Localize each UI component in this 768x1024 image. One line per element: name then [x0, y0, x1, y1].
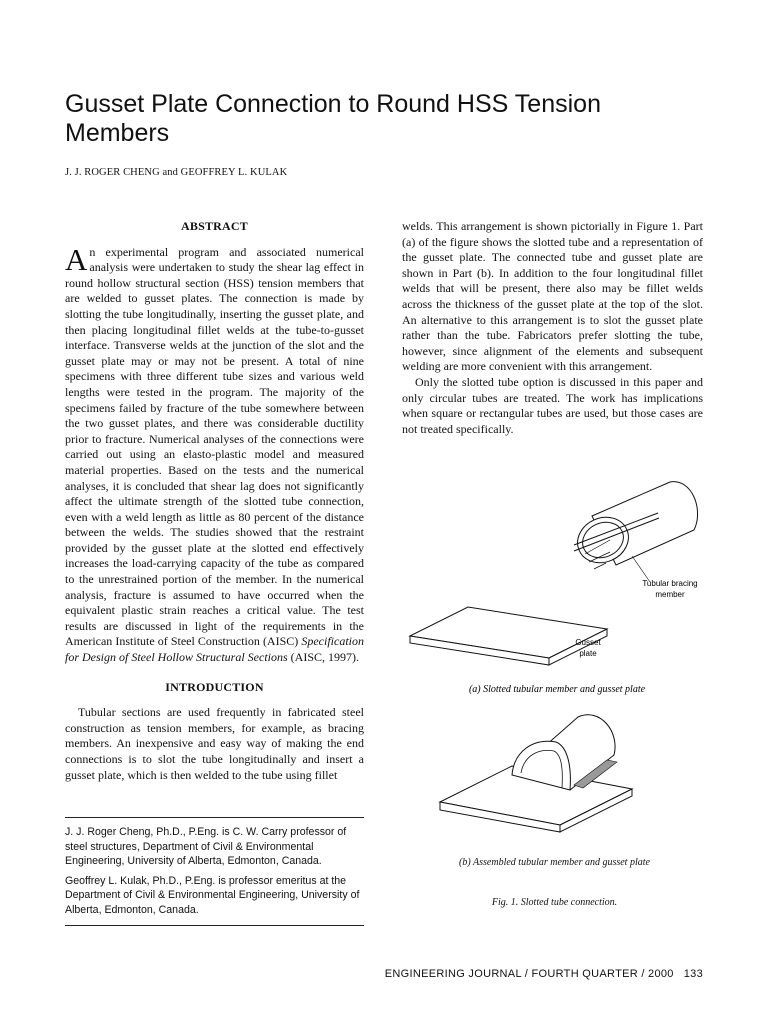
author-line: J. J. ROGER CHENG and GEOFFREY L. KULAK — [65, 167, 288, 178]
abstract-text: n experimental program and associated numerical analysis were undertaken to study the shear lag effect in round hollow structural section (HSS) tension members that are welded to gusset plates. The connection is made by slotting the tube longitudinally, inserting the gusset plate, and then placing longitudinal fillet welds at the tube-to-gusset interface. Transverse welds at the junction of the slot and the gusset plate may or may not be present. A total of nine specimens with three different tube sizes and various weld lengths were tested in the program. The majority of the specimens failed by fracture of the tube somewhere between the two gusset plates, and there was considerable ductility prior to fracture. Numerical analyses of the connections were carried out using an elasto-plastic model and measured material properties. Based on the tests and the numerical analyses, it is concluded that shear lag does not significantly affect the ultimate strength of the slotted tube connection, even with a weld length as little as 80 percent of the distance between the welds. The studies showed that the restraint provided by the gusset plate at the slotted end effectively increases the load-carrying capacity of the tube as compared to the unrestrained portion of the member. In the numerical analysis, fracture is assumed to have occurred when the equivalent plastic strain reaches a critical value. The test results are discussed in light of the requirements in the American Institute of Steel Construction (AISC) — [65, 244, 364, 649]
spec-title: Specification for Design of Steel Hollow Structural Sections — [65, 634, 364, 665]
label-tube-line2: member — [655, 590, 685, 599]
intro-text-flow — [65, 705, 364, 783]
paper-title: Gusset Plate Connection to Round HSS Tension Members — [65, 90, 601, 147]
gusset-plate-drawing — [410, 607, 607, 665]
left-column — [65, 219, 364, 783]
footnote-cheng: J. J. Roger Cheng, Ph.D., P.Eng. is C. W. Carry professor of steel structures, Department of Civil & Environmental Engineering, University of Alberta, Edmonton, Canada. — [65, 826, 347, 867]
caption-b-text: (b) Assembled tubular member and gusset plate — [459, 857, 650, 868]
journal-name: ENGINEERING JOURNAL / FOURTH QUARTER / 2000 — [384, 968, 674, 980]
introduction-heading: INTRODUCTION — [165, 679, 264, 694]
intro-paragraph-1-continued: welds. This arrangement is shown pictorially in Figure 1. Part (a) of the figure shows the slotted tube and a representation of the gusset plate. The connected tube and gusset plate are shown in Part (b). In addition to the four longitudinal fillet welds that will be present, there also may be fillet welds across the thickness of the gusset plate at the top of the slot. An alternative to this arrangement is to slot the gusset plate rather than the tube. Fabricators prefer slotting the tube, however, since alignment of the elements and subsequent welding are more convenient with this arrangement. — [402, 219, 703, 374]
label-gusset-line2: plate — [579, 649, 597, 658]
footnote-kulak: Geoffrey L. Kulak, Ph.D., P.Eng. is professor emeritus at the Department of Civil & Environmental Engineering, University of Alberta, Edmonton, Canada. — [65, 874, 360, 916]
drop-cap: A — [65, 241, 88, 277]
author-footnotes — [65, 817, 364, 926]
abstract-heading: ABSTRACT — [181, 219, 248, 233]
label-tube-line1: Tubular bracing — [642, 579, 698, 588]
assembled-drawing — [440, 715, 632, 832]
abstract-paragraph — [65, 241, 364, 666]
page-footer — [385, 968, 703, 980]
page-number: 133 — [683, 968, 703, 980]
caption-a: (a) Slotted tubular member and gusset plate — [468, 684, 646, 695]
figure-caption: Fig. 1. Slotted tube connection. — [491, 897, 618, 908]
label-gusset-line1: Gusset — [575, 638, 601, 647]
intro-paragraph-1: Tubular sections are used frequently in fabricated steel construction as tension members, for example, as bracing members. An inexpensive and easy way of making the end connections is to slot the tube longitudinally and insert a gusset plate, which is then welded to the tube using fillet — [65, 705, 364, 782]
figure-1 — [402, 470, 712, 850]
slotted-tube-drawing — [570, 482, 697, 582]
intro-paragraph-2: Only the slotted tube option is discussed in this paper and only circular tubes are treated. The work has implications when square or rectangular tubes are used, but those cases are not treated specifically. — [402, 374, 703, 436]
right-column — [402, 219, 703, 437]
abstract-citation: (AISC, 1997). — [287, 650, 359, 665]
